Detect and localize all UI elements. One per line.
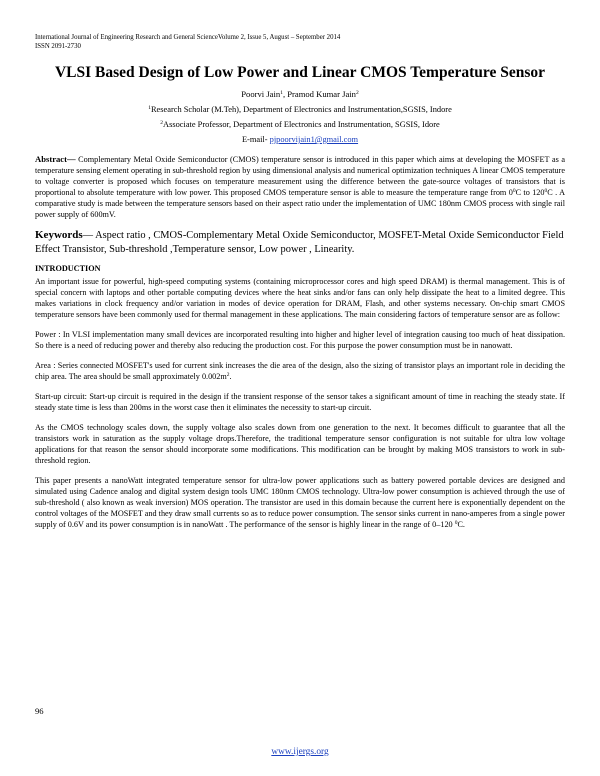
journal-line: International Journal of Engineering Research and General ScienceVolume 2, Issue 5, August – September 2014	[35, 34, 341, 41]
intro-paragraph-area: Area : Series connected MOSFET's used for current sink increases the die area of the design, also the sizing of transistor plays an important role in deciding the chip area. The area should be small approximately $0.002m^2$.	[35, 361, 565, 381]
affiliation-1: $^1$Research Scholar (M.Teh), Department of Electronics and Instrumentation,SGSIS, Indore	[148, 105, 452, 114]
author-2: Pramod Kumar Jain	[287, 89, 356, 99]
email-line: E-mail- pjpoorvijain1@gmail.com	[241, 135, 359, 144]
keywords: Keywords— Aspect ratio , CMOS-Complementary Metal Oxide Semiconductor, MOSFET-Metal Oxide Semiconductor Field Effect Transistor, Sub-threshold ,Temperature sensor, Low power , Linearity.	[35, 229, 564, 255]
author-1: Poorvi Jain	[241, 89, 281, 99]
intro-paragraph-startup: Start-up circuit: Start-up circuit is required in the design if the transient response of the sensor takes a significant amount of time in reaching the steady state. If steady state time is less than 200ms in the worst case then it eliminates the necessity to start-up circuit.	[35, 392, 565, 412]
intro-paragraph-power: Power : In VLSI implementation many small devices are incorporated resulting into higher and higher level of integration causing too much of heat dissipation. So there is a need of reducing power and thereby also reducing the production cost. For this purpose the power consumption must be in nanowatt.	[35, 330, 565, 350]
keywords-label: Keywords	[35, 229, 83, 241]
email-link[interactable]: pjpoorvijain1@gmail.com	[269, 135, 359, 144]
intro-paragraph-1: An important issue for powerful, high-speed computing systems (containing microprocessor cores and high speed DRAM) is thermal management. This is of special concern with laptops and other portable computing devices where the heat sinks and/or fans can only help dissipate the heat to a limited degree. This makes variations in clock frequency and/or variation in modes of device operation for DRAM, Flash, and other systems necessary. On-chip smart CMOS temperature sensors have been commonly used for thermal management in these applications. The main considering factors of temperature sensor are as follow:	[35, 277, 565, 319]
abstract: Abstract— Complementary Metal Oxide Semiconductor (CMOS) temperature sensor is introduced in this paper which aims at developing the MOSFET as a temperature sensing element operating in sub-threshold region by using dimensional analysis and numerical optimization techniques A linear CMOS temperature to voltage converter is proposed which focuses on temperature measurement using the difference between the gate-source voltages of transistors that is proportional to absolute temperature with low power. This proposed CMOS temperature sensor is able to measure the temperature range from $0^0C$ to $120^0C$ . A comparative study is made between the temperature sensors based on their aspect ratio under the implementation of UMC 180nm CMOS process with single rail power supply of 600mV.	[35, 154, 566, 219]
paper-title: VLSI Based Design of Low Power and Linear CMOS Temperature Sensor	[54, 64, 545, 81]
abstract-label: Abstract—	[35, 154, 76, 164]
authors: Poorvi Jain$^1$, Pramod Kumar Jain$^2$	[241, 89, 359, 99]
intro-paragraph-overview: This paper presents a nanoWatt integrated temperature sensor for ultra-low power applications such as battery powered portable devices are designed and simulated using Cadence analog and digital system design tools UMC 180nm CMOS technology. Ultra-low power consumption is achieved through the use of sub-threshold ( also known as weak inversion) MOS operation. The transistor are used in this domain because the current here is exponentially dependent on the control voltages of the MOSFET and they draw small currents so as to reduce power consumption. The sensor sinks current in nano-amperes from a single power supply of 0.6V and its power consumption is in nanoWatt . The performance of the sensor is highly linear in the range of 0–120 $^0$C.	[35, 476, 565, 529]
journal-header	[35, 33, 565, 51]
paper-page	[35, 33, 565, 530]
footer-link[interactable]: www.ijergs.org	[271, 747, 329, 757]
affiliation-2: $^2$Associate Professor, Department of Electronics and Instrumentation, SGSIS, Idore	[160, 120, 440, 129]
page-number: 96	[35, 706, 44, 716]
intro-paragraph-scaling: As the CMOS technology scales down, the supply voltage also scales down from one generation to the next. It becomes difficult to guarantee that all the transistors work in saturation as the supply voltage drops.Therefore, the traditional temperature sensor configuration is not suitable for ultra low voltage applications for that reason the sensor should incorporate some modifications. This modification can be brought by making MOS transistors to work in sub-threshold region.	[35, 423, 565, 465]
section-heading-introduction: INTRODUCTION	[35, 264, 101, 273]
issn: ISSN 2091-2730	[35, 43, 81, 50]
